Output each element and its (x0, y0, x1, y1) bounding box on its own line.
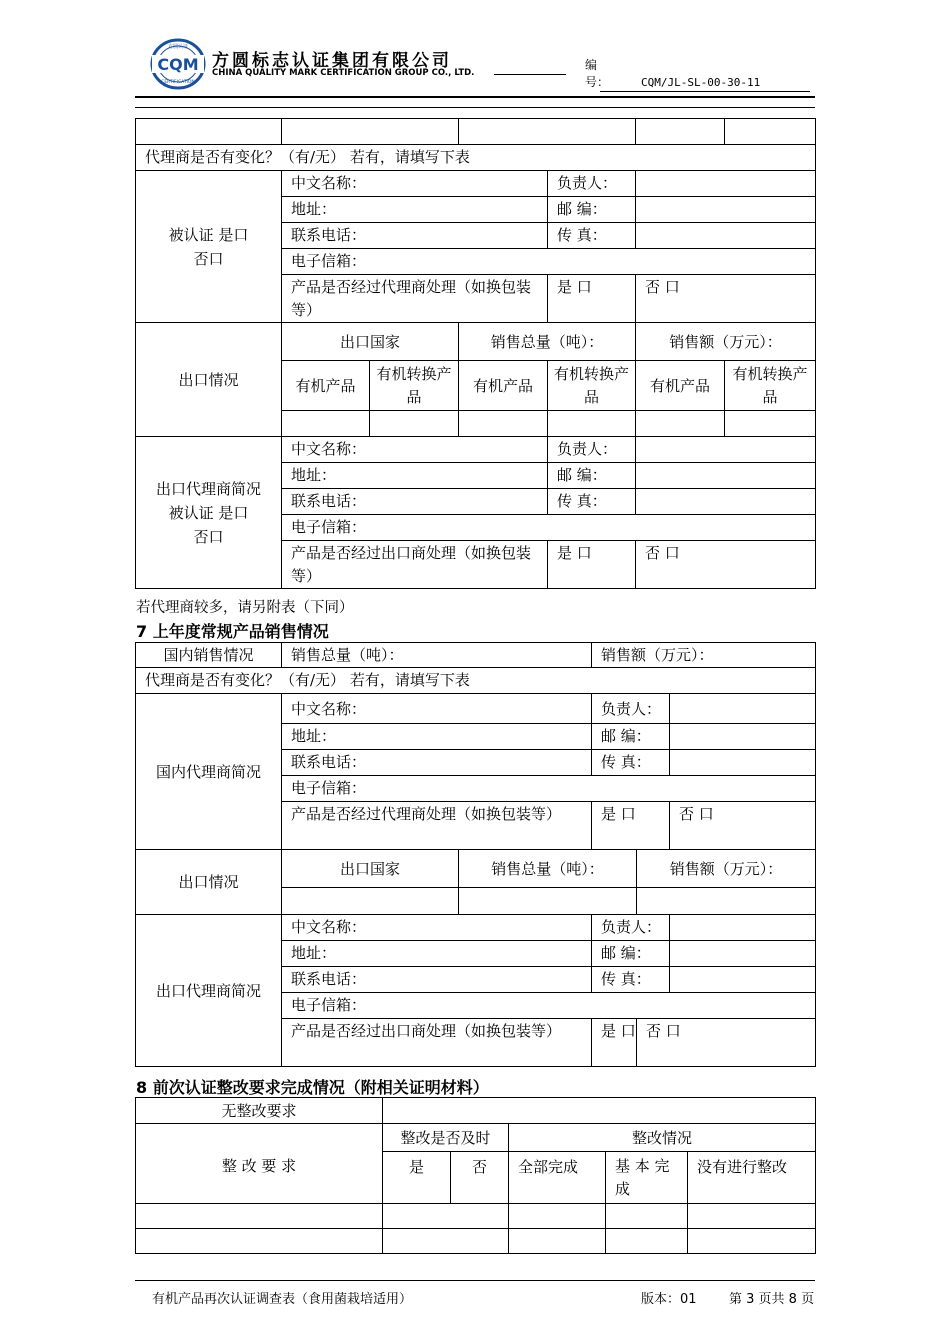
footer-version: 版本：01 (641, 1292, 697, 1307)
manager-label: 负责人： (592, 694, 670, 724)
conversion-header: 有机转换产品 (548, 361, 636, 411)
export-value-cell[interactable] (282, 888, 459, 915)
requirement-label: 整 改 要 求 (136, 1124, 383, 1204)
cn-name-field[interactable]: 中文名称： (282, 694, 592, 724)
postcode-label: 邮 编： (548, 463, 636, 489)
exporter-processed-question: 产品是否经过出口商处理（如换包装等） (282, 541, 548, 589)
postcode-label: 邮 编： (592, 724, 670, 750)
blank-cell (459, 119, 636, 145)
postcode-field[interactable] (636, 197, 816, 223)
export-situation-label: 出口情况 (136, 850, 282, 915)
cqm-logo (150, 38, 206, 90)
agent-change-question: 代理商是否有变化？（有/无） 若有，请填写下表 (136, 668, 816, 694)
no-checkbox[interactable]: 否 口 (636, 275, 816, 323)
postcode-field[interactable] (670, 941, 816, 967)
doc-code-value: CQM/JL-SL-00-30-11 (641, 76, 761, 89)
footer-page: 第 3 页共 8 页 (729, 1292, 815, 1307)
conversion-header: 有机转换产品 (370, 361, 459, 411)
cn-name-field[interactable]: 中文名称： (282, 437, 548, 463)
blank-cell (725, 119, 816, 145)
export-value-cell[interactable] (459, 888, 637, 915)
manager-label: 负责人： (548, 171, 636, 197)
organic-header: 有机产品 (282, 361, 370, 411)
domestic-agent-label: 国内代理商简况 (136, 694, 282, 850)
export-value-cell[interactable] (636, 411, 725, 437)
timely-entry[interactable] (383, 1229, 509, 1254)
no-checkbox[interactable]: 否 口 (636, 541, 816, 589)
company-name-cn: 方圆标志认证集团有限公司 (212, 51, 452, 71)
requirement-entry[interactable] (136, 1229, 383, 1254)
exporter-processed-question: 产品是否经过出口商处理（如换包装等） (282, 1019, 592, 1067)
sales-amount-header: 销售额（万元）： (636, 323, 816, 361)
blank-cell (136, 119, 282, 145)
multi-agent-note: 若代理商较多，请另附表（下同） (136, 600, 354, 616)
sales-total-field[interactable]: 销售总量（吨）： (282, 643, 592, 668)
no-checkbox[interactable]: 否 口 (670, 802, 816, 850)
header-rule-thin (135, 107, 815, 108)
organic-header: 有机产品 (459, 361, 548, 411)
timely-entry[interactable] (383, 1204, 509, 1229)
blank-cell (636, 119, 725, 145)
doc-code-label: 编号： (585, 58, 610, 89)
no-requirement-label: 无整改要求 (136, 1098, 383, 1124)
email-field[interactable]: 电子信箱： (282, 993, 816, 1019)
header-divider (494, 74, 566, 75)
export-country-header: 出口国家 (282, 323, 459, 361)
timely-yes[interactable]: 是 (383, 1152, 451, 1204)
manager-field[interactable] (636, 171, 816, 197)
fax-field[interactable] (636, 223, 816, 249)
export-agent-status-cell: 出口代理商简况 被认证 是口 否口 (136, 437, 282, 589)
yes-checkbox[interactable]: 是 口 (548, 541, 636, 589)
address-field[interactable]: 地址： (282, 197, 548, 223)
export-value-cell[interactable] (637, 888, 816, 915)
export-value-cell[interactable] (459, 411, 548, 437)
sales-amount-header: 销售额（万元）： (637, 850, 816, 888)
email-field[interactable]: 电子信箱： (282, 776, 816, 802)
fax-label: 传 真： (548, 489, 636, 515)
cn-name-field[interactable]: 中文名称： (282, 171, 548, 197)
email-field[interactable]: 电子信箱： (282, 515, 816, 541)
export-country-header: 出口国家 (282, 850, 459, 888)
export-value-cell[interactable] (725, 411, 816, 437)
company-name-en: CHINA QUALITY MARK CERTIFICATION GROUP CO., LTD. (212, 68, 475, 78)
timely-no[interactable]: 否 (451, 1152, 509, 1204)
agent-processed-question: 产品是否经过代理商处理（如换包装等） (282, 802, 592, 850)
no-requirement-field[interactable] (383, 1098, 816, 1124)
status-entry[interactable] (509, 1204, 606, 1229)
agent-table-6 (135, 118, 816, 589)
phone-field[interactable]: 联系电话： (282, 489, 548, 515)
not-done[interactable]: 没有进行整改 (688, 1152, 816, 1204)
timely-header: 整改是否及时 (383, 1124, 509, 1152)
fax-label: 传 真： (592, 750, 670, 776)
postcode-field[interactable] (670, 724, 816, 750)
status-entry[interactable] (509, 1229, 606, 1254)
header-rule-thick (135, 96, 815, 98)
export-situation-label: 出口情况 (136, 323, 282, 437)
domestic-sales-label: 国内销售情况 (136, 643, 282, 668)
status-entry[interactable] (606, 1204, 688, 1229)
export-agent-label: 出口代理商简况 (136, 915, 282, 1067)
phone-field[interactable]: 联系电话： (282, 967, 592, 993)
postcode-label: 邮 编： (592, 941, 670, 967)
requirement-entry[interactable] (136, 1204, 383, 1229)
yes-checkbox[interactable]: 是 口 (548, 275, 636, 323)
svg-text:CERTIFICATION: CERTIFICATION (161, 80, 195, 85)
cn-name-field[interactable]: 中文名称： (282, 915, 592, 941)
postcode-label: 邮 编： (548, 197, 636, 223)
manager-field[interactable] (670, 694, 816, 724)
export-value-cell[interactable] (548, 411, 636, 437)
phone-field[interactable]: 联系电话： (282, 750, 592, 776)
agent-processed-question: 产品是否经过代理商处理（如换包装等） (282, 275, 548, 323)
email-field[interactable]: 电子信箱： (282, 249, 816, 275)
manager-label: 负责人： (592, 915, 670, 941)
sales-table-7 (135, 642, 816, 1067)
postcode-field[interactable] (636, 463, 816, 489)
sales-amount-field[interactable]: 销售额（万元）： (592, 643, 816, 668)
phone-field[interactable]: 联系电话： (282, 223, 548, 249)
organic-header: 有机产品 (636, 361, 725, 411)
section-7-heading: 7 上年度常规产品销售情况 (136, 622, 329, 641)
section-8-heading: 8 前次认证整改要求完成情况（附相关证明材料） (136, 1078, 489, 1097)
footer-rule (135, 1280, 815, 1281)
no-checkbox[interactable]: 否 口 (637, 1019, 816, 1067)
yes-checkbox[interactable]: 是 口 (592, 802, 670, 850)
status-entry[interactable] (606, 1229, 688, 1254)
fax-field[interactable] (670, 750, 816, 776)
export-value-cell[interactable] (370, 411, 459, 437)
manager-field[interactable] (636, 437, 816, 463)
address-field[interactable]: 地址： (282, 463, 548, 489)
svg-text:方圆认证: 方圆认证 (167, 44, 189, 50)
yes-checkbox[interactable]: 是 口 (592, 1019, 637, 1067)
status-header: 整改情况 (509, 1124, 816, 1152)
fax-field[interactable] (670, 967, 816, 993)
svg-text:CQM: CQM (157, 55, 199, 74)
doc-code-underline (600, 91, 810, 92)
manager-field[interactable] (670, 915, 816, 941)
fax-label: 传 真： (592, 967, 670, 993)
fax-label: 传 真： (548, 223, 636, 249)
sales-total-header: 销售总量（吨）： (459, 850, 637, 888)
rectification-table-8 (135, 1097, 816, 1254)
address-field[interactable]: 地址： (282, 724, 592, 750)
all-done[interactable]: 全部完成 (509, 1152, 606, 1204)
fax-field[interactable] (636, 489, 816, 515)
footer-title: 有机产品再次认证调查表（食用菌栽培适用） (152, 1292, 413, 1307)
address-field[interactable]: 地址： (282, 941, 592, 967)
basic-done[interactable]: 基 本 完 成 (606, 1152, 688, 1204)
conversion-header: 有机转换产品 (725, 361, 816, 411)
manager-label: 负责人： (548, 437, 636, 463)
status-entry[interactable] (688, 1229, 816, 1254)
status-entry[interactable] (688, 1204, 816, 1229)
sales-total-header: 销售总量（吨）： (459, 323, 636, 361)
export-value-cell[interactable] (282, 411, 370, 437)
certified-status-cell: 被认证 是口 否口 (136, 171, 282, 323)
blank-cell (282, 119, 459, 145)
agent-change-question: 代理商是否有变化？（有/无） 若有，请填写下表 (136, 145, 816, 171)
